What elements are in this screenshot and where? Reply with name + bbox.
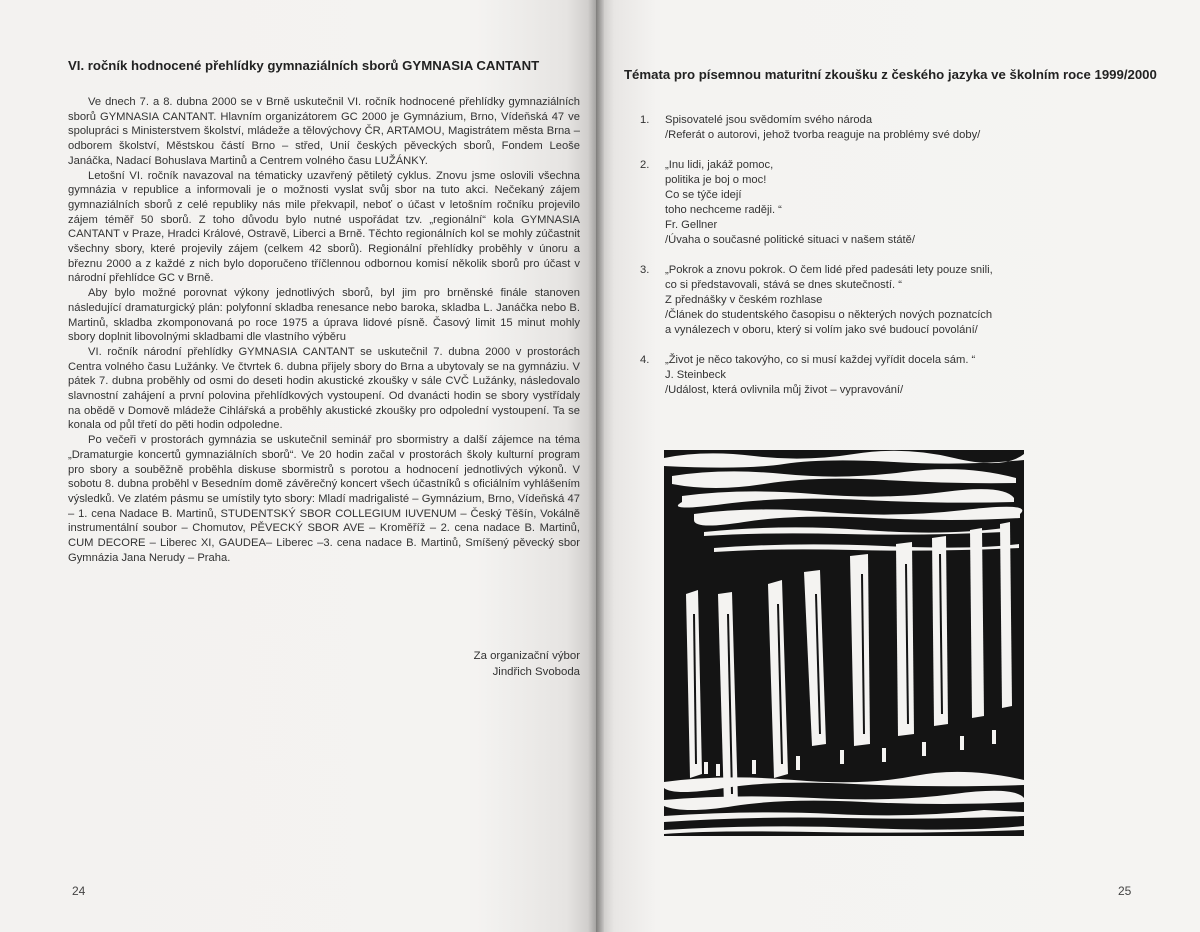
topic-line: /Úvaha o současné politické situaci v našem státě/ xyxy=(665,234,915,246)
topic-number: 4. xyxy=(640,354,650,366)
signature-line: Za organizační výbor xyxy=(473,650,580,662)
page-number-left: 24 xyxy=(72,884,86,898)
article-paragraph: Letošní VI. ročník navazoval na tématicky uzavřený pětiletý cyklus. Znovu jsme oslovili všechna gymnázia v republice a informovali je o možnosti vyslat svůj sbor na tuto akci. Nečekaný zájem gymnaziálních sborů z celé republiky nás mile překvapil, neboť o účast v letošním ročníku projevilo zájem téměř 50 sborů. Z toho důvodu bylo nutné uspořádat tzv. „regionální“ kola GYMNASIA CANTANT v Praze, Hradci Králové, Ostravě, Liberci a Brně. Těchto regionálních kol se mohly zúčastnit všechny sbory, které projevily zájem (celkem 42 sborů). Regionální přehlídky proběhly v únoru a březnu 2000 a z každé z nich bylo doporučeno tříčlennou odbornou komisí několik sborů pro účast v národní přehlídce GC v Brně. xyxy=(68,169,580,285)
topic-line: „Inu lidi, jakáž pomoc, xyxy=(665,159,774,171)
article-paragraph: Po večeři v prostorách gymnázia se uskutečnil seminář pro sbormistry a další zájemce na téma „Dramaturgie koncertů gymnaziálních sborů“. Ve 20 hodin začal v prostorách školy kulturní program pro sbory a souběžně proběhla diskuse sbormistrů s porotou a hodnocení jednotlivých výkonů. V sobotu 8. dubna proběhl v Besedním domě závěrečný koncert všech účastníků s oficiálním vyhlášením výsledků. Ve zlatém pásmu se umístily tyto sbory: Mladí madrigalisté – Gymnázium, Brno, Vídeňská 47 – 1. cena Nadace B. Martinů, STUDENTSKÝ SBOR COLLEGIUM IUVENUM – Český Těšín, Vokálně instrumentální soubor – Chomutov, PĚVECKÝ SBOR AVE – Kroměříž – 2. cena nadace B. Martinů, CUM DECORE – Liberec XI, GAUDEA– Liberec –3. cena nadace B. Martinů, Smíšený pěvecký sbor Gymnázia Jana Nerudy – Praha. xyxy=(68,434,580,564)
page-number-right: 25 xyxy=(1118,884,1132,898)
topic-list xyxy=(640,113,1160,413)
topic-item xyxy=(640,353,1160,398)
topic-text xyxy=(665,353,975,398)
left-page xyxy=(0,0,596,932)
signature-block xyxy=(380,648,580,680)
topic-line: /Článek do studentského časopisu o některých nových poznatcích xyxy=(665,309,993,321)
topic-line: politika je boj o moc! xyxy=(665,174,767,186)
article-body xyxy=(68,95,580,566)
book-gutter xyxy=(588,0,604,932)
topic-line: Z přednášky v českém rozhlase xyxy=(665,294,823,306)
topic-item xyxy=(640,113,1160,143)
topic-item xyxy=(640,158,1160,248)
article-paragraph: VI. ročník národní přehlídky GYMNASIA CANTANT se uskutečnil 7. dubna 2000 v prostorách Centra volného času Lužánky. Ve čtvrtek 6. dubna přijely sbory do Brna a ubytovaly se na gymnáziu. V pátek 7. dubna proběhly od osmi do deseti hodin akustické zkoušky v sále CVČ Lužánky, následovalo slavnostní zahájení a první polovina přehlídkových vystoupení. Od dvanácti hodin se sbory vystřídaly na obědě v Domově mládeže Cihlářská a proběhly akustické zkoušky pro odpolední vystoupení. Ta se konala od půl třetí do pěti hodin odpoledne. xyxy=(68,345,580,432)
topic-line: „Život je něco takovýho, co si musí každej vyřídit docela sám. “ xyxy=(665,354,976,366)
right-page-title: Témata pro písemnou maturitní zkoušku z českého jazyka ve školním roce 1999/2000 xyxy=(624,67,1157,82)
topic-line: Fr. Gellner xyxy=(665,219,718,231)
article-paragraph: Ve dnech 7. a 8. dubna 2000 se v Brně uskutečnil VI. ročník hodnocené přehlídky gymnaziálních sborů GYMNASIA CANTANT. Hlavním organizátorem GC 2000 je Gymnázium, Brno, Vídeňská 47 ve spolupráci s Ministerstvem školství, mládeže a tělovýchovy ČR, ARTAMOU, Magistrátem města Brna – odborem školství, Městskou částí Brno – střed, Unií českých pěveckých sborů, Fondem Leoše Janáčka, Nadací Bohuslava Martinů a Centrem volného času LUŽÁNKY. xyxy=(68,96,580,167)
woodcut-columns-image xyxy=(664,444,1024,840)
topic-number: 3. xyxy=(640,264,650,276)
topic-text xyxy=(665,158,915,248)
topic-line: a vynálezech v oboru, který si volím jako své budoucí povolání/ xyxy=(665,324,978,336)
topic-text xyxy=(665,113,980,143)
topic-line: J. Steinbeck xyxy=(665,369,726,381)
topic-line: Spisovatelé jsou svědomím svého národa xyxy=(665,114,873,126)
article-paragraph: Aby bylo možné porovnat výkony jednotlivých sborů, byl jim pro brněnské finále stanoven následující dramaturgický plán: polyfonní skladba renesance nebo baroka, skladba L. Janáčka nebo B. Martinů, skladba zkomponovaná po roce 1975 a úprava lidové písně. Časový limit 15 minut mohly sbory doplnit libovolnými skladbami dle vlastního výběru xyxy=(68,287,580,344)
topic-number: 1. xyxy=(640,114,650,126)
topic-line: toho nechceme raději. “ xyxy=(665,204,782,216)
right-page xyxy=(596,0,1200,932)
topic-line: Co se týče idejí xyxy=(665,189,742,201)
topic-line: co si představovali, stává se dnes skutečností. “ xyxy=(665,279,902,291)
signature-name: Jindřich Svoboda xyxy=(492,666,580,678)
topic-line: „Pokrok a znovu pokrok. O čem lidé před padesáti lety pouze snili, xyxy=(665,264,993,276)
topic-text xyxy=(665,263,993,338)
topic-number: 2. xyxy=(640,159,650,171)
topic-line: /Referát o autorovi, jehož tvorba reaguje na problémy své doby/ xyxy=(665,129,981,141)
topic-line: /Událost, která ovlivnila můj život – vypravování/ xyxy=(665,384,904,396)
topic-item xyxy=(640,263,1160,338)
left-page-title: VI. ročník hodnocené přehlídky gymnaziálních sborů GYMNASIA CANTANT xyxy=(68,58,540,73)
